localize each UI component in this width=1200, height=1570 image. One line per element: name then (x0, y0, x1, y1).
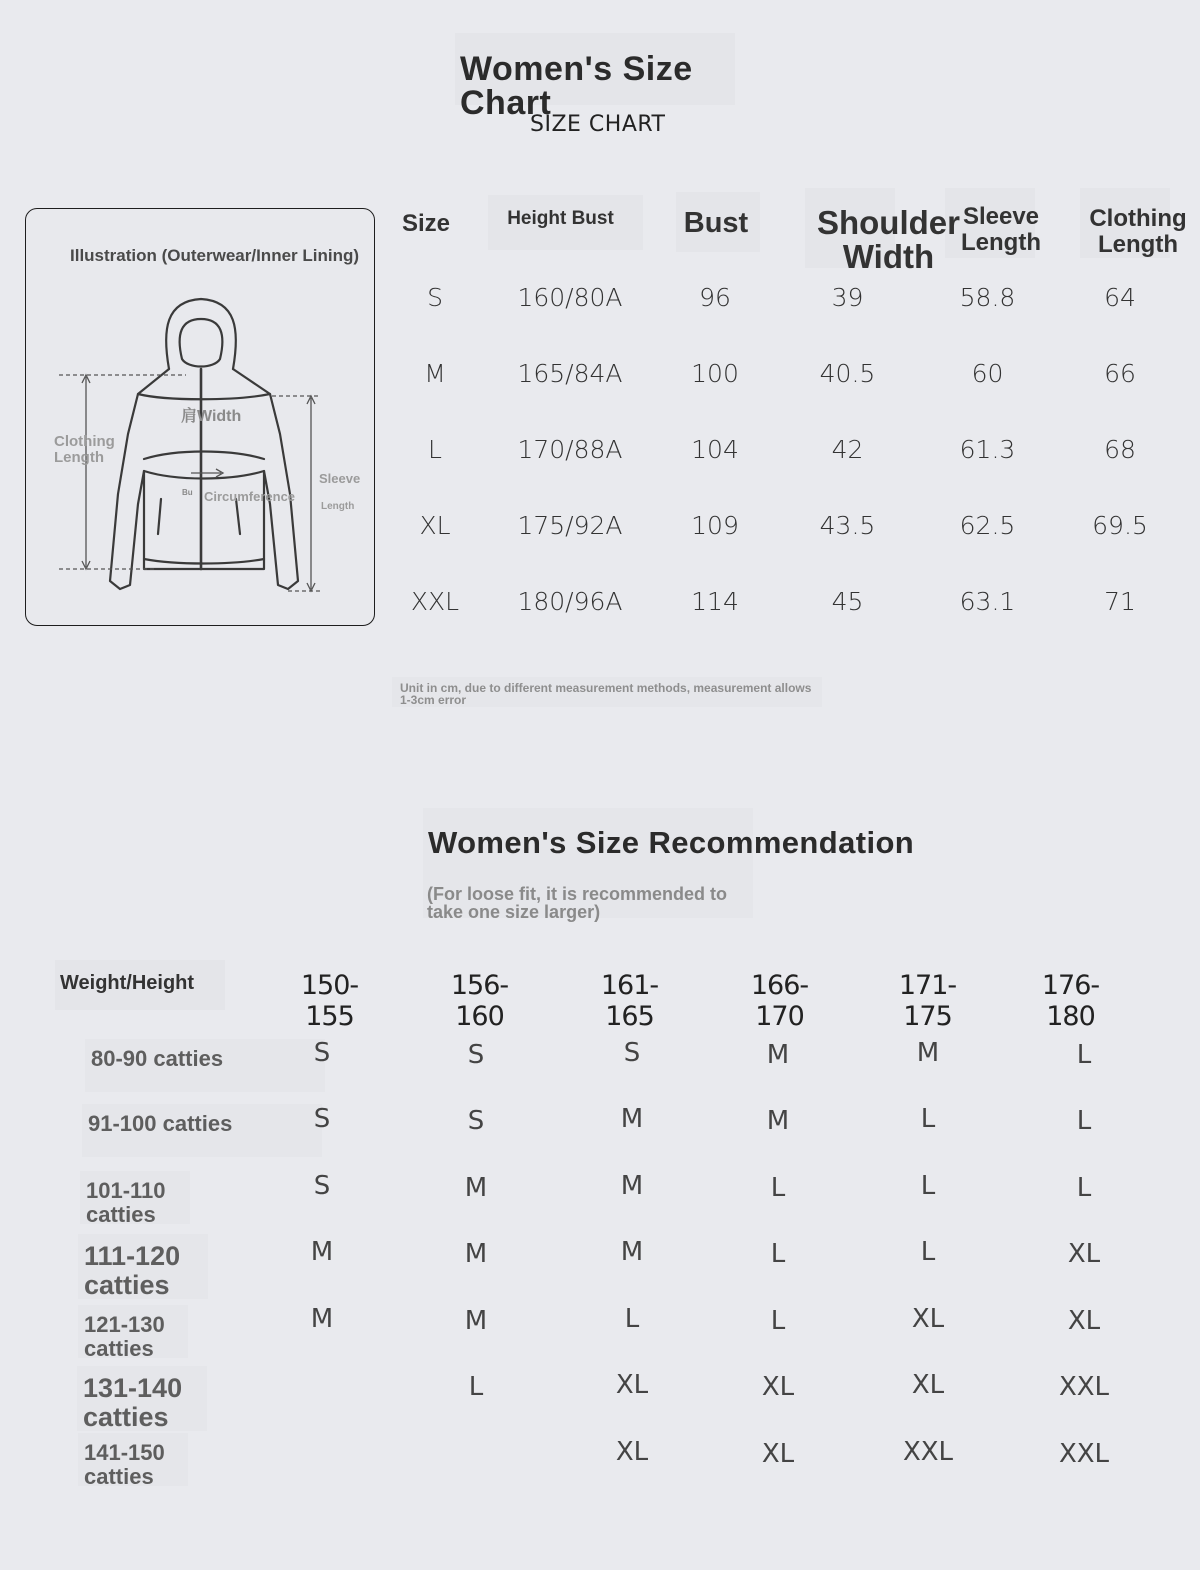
sleeve-label: Sleeve (319, 471, 361, 486)
recommended-size-cell: XXL (1058, 1439, 1110, 1469)
recommended-size-cell: M (620, 1171, 644, 1201)
size-cell: 43.5 (819, 511, 876, 540)
recommended-size-cell: S (313, 1171, 331, 1201)
size-cell: 96 (699, 283, 731, 312)
size-cell: 64 (1104, 283, 1136, 312)
size-cell: 109 (691, 511, 739, 540)
recommended-size-cell: XL (761, 1372, 795, 1402)
recommended-size-cell: S (623, 1038, 641, 1068)
recommended-size-cell: M (916, 1038, 940, 1068)
size-cell: 40.5 (819, 359, 876, 388)
recommended-size-cell: S (467, 1040, 485, 1070)
size-cell: 42 (831, 435, 864, 464)
recommended-size-cell: L (920, 1171, 936, 1201)
recommended-size-cell: XL (911, 1370, 945, 1400)
recommended-size-cell: XL (615, 1370, 649, 1400)
size-cell: 100 (691, 359, 739, 388)
weight-row-label: 80-90 catties (91, 1046, 224, 1071)
size-cell: 39 (831, 283, 864, 312)
sleeve-length-label: Length (321, 501, 355, 512)
weight-row-label: 121-130 catties (84, 1312, 165, 1361)
header-sleeve-length: Sleeve Length (961, 203, 1041, 256)
size-cell: 58.8 (959, 283, 1016, 312)
header-clothing-length: Clothing Length (1089, 205, 1187, 258)
header-shoulder-width: Shoulder Width (816, 204, 960, 275)
size-cell: L (428, 435, 442, 464)
recommended-size-cell: XL (761, 1439, 795, 1469)
recommended-size-cell: L (770, 1239, 786, 1269)
recommended-size-cell: M (464, 1239, 488, 1269)
size-cell: 60 (971, 359, 1004, 388)
recommended-size-cell: L (770, 1173, 786, 1203)
weight-row-label: 141-150 catties (84, 1440, 165, 1489)
height-header: 161-165 (600, 970, 659, 1032)
size-cell: 160/80A (517, 283, 623, 312)
recommended-size-cell: M (620, 1237, 644, 1267)
recommended-size-cell: XL (1067, 1306, 1101, 1336)
size-cell: 62.5 (959, 511, 1016, 540)
clothing-length-label: Clothing Length (54, 433, 115, 466)
size-cell: 66 (1104, 359, 1136, 388)
page-title: Women's Size Chart (460, 50, 693, 122)
size-cell: XL (419, 511, 451, 540)
weight-row-label: 111-120 catties (84, 1241, 181, 1300)
size-cell: S (427, 283, 443, 312)
bust-prefix-label: Bu (182, 488, 193, 497)
size-cell: 180/96A (517, 587, 623, 616)
size-cell: 104 (691, 435, 739, 464)
recommended-size-cell: L (468, 1372, 484, 1402)
weight-row-label: 101-110 catties (86, 1178, 166, 1227)
width-label: 肩Width (181, 408, 242, 425)
recommended-size-cell: XL (1067, 1239, 1101, 1269)
header-height-bust: Height Bust (507, 208, 614, 229)
recommendation-subtitle: (For loose fit, it is recommended to take one size larger) (427, 884, 728, 922)
recommended-size-cell: L (1076, 1106, 1092, 1136)
recommended-size-cell: L (1076, 1040, 1092, 1070)
size-cell: 63.1 (959, 587, 1016, 616)
measurement-note: Unit in cm, due to different measurement methods, measurement allows 1-3cm error (400, 681, 812, 707)
height-header: 171-175 (898, 970, 957, 1032)
recommended-size-cell: S (313, 1104, 331, 1134)
size-cell: M (424, 359, 446, 388)
recommended-size-cell: XXL (902, 1437, 954, 1467)
size-cell: 61.3 (959, 435, 1016, 464)
size-cell: 71 (1104, 587, 1136, 616)
recommended-size-cell: XL (615, 1437, 649, 1467)
header-size: Size (401, 210, 451, 237)
recommended-size-cell: M (766, 1040, 790, 1070)
header-bust: Bust (683, 207, 749, 239)
height-header: 176-180 (1041, 970, 1100, 1032)
recommendation-title: Women's Size Recommendation (428, 825, 915, 860)
recommended-size-cell: XL (911, 1304, 945, 1334)
size-cell: 68 (1104, 435, 1136, 464)
recommended-size-cell: M (766, 1106, 790, 1136)
size-cell: 69.5 (1092, 511, 1148, 540)
circumference-label: Circumference (204, 489, 296, 504)
height-header: 166-170 (750, 970, 809, 1032)
recommended-size-cell: S (313, 1038, 331, 1068)
size-cell: 170/88A (517, 435, 623, 464)
recommended-size-cell: L (624, 1304, 640, 1334)
height-header: 156-160 (450, 970, 509, 1032)
recommended-size-cell: S (467, 1106, 485, 1136)
recommended-size-cell: M (310, 1237, 334, 1267)
height-header: 150-155 (300, 970, 359, 1032)
size-cell: 45 (831, 587, 864, 616)
recommended-size-cell: L (920, 1104, 936, 1134)
recommended-size-cell: L (920, 1237, 936, 1267)
recommended-size-cell: M (620, 1104, 644, 1134)
weight-row-label: 91-100 catties (88, 1111, 233, 1136)
size-cell: 175/92A (517, 511, 623, 540)
recommended-size-cell: M (310, 1304, 334, 1334)
size-cell: 114 (691, 587, 739, 616)
recommended-size-cell: L (1076, 1173, 1092, 1203)
recommended-size-cell: M (464, 1306, 488, 1336)
illustration-title: Illustration (Outerwear/Inner Lining) (70, 246, 360, 265)
recommended-size-cell: M (464, 1173, 488, 1203)
page-subtitle: SIZE CHART (530, 112, 666, 137)
size-cell: XXL (410, 587, 460, 616)
weight-row-label: 131-140 catties (83, 1373, 183, 1432)
recommended-size-cell: L (770, 1306, 786, 1336)
weight-height-corner: Weight/Height (60, 972, 195, 994)
size-cell: 165/84A (517, 359, 623, 388)
recommended-size-cell: XXL (1058, 1372, 1110, 1402)
